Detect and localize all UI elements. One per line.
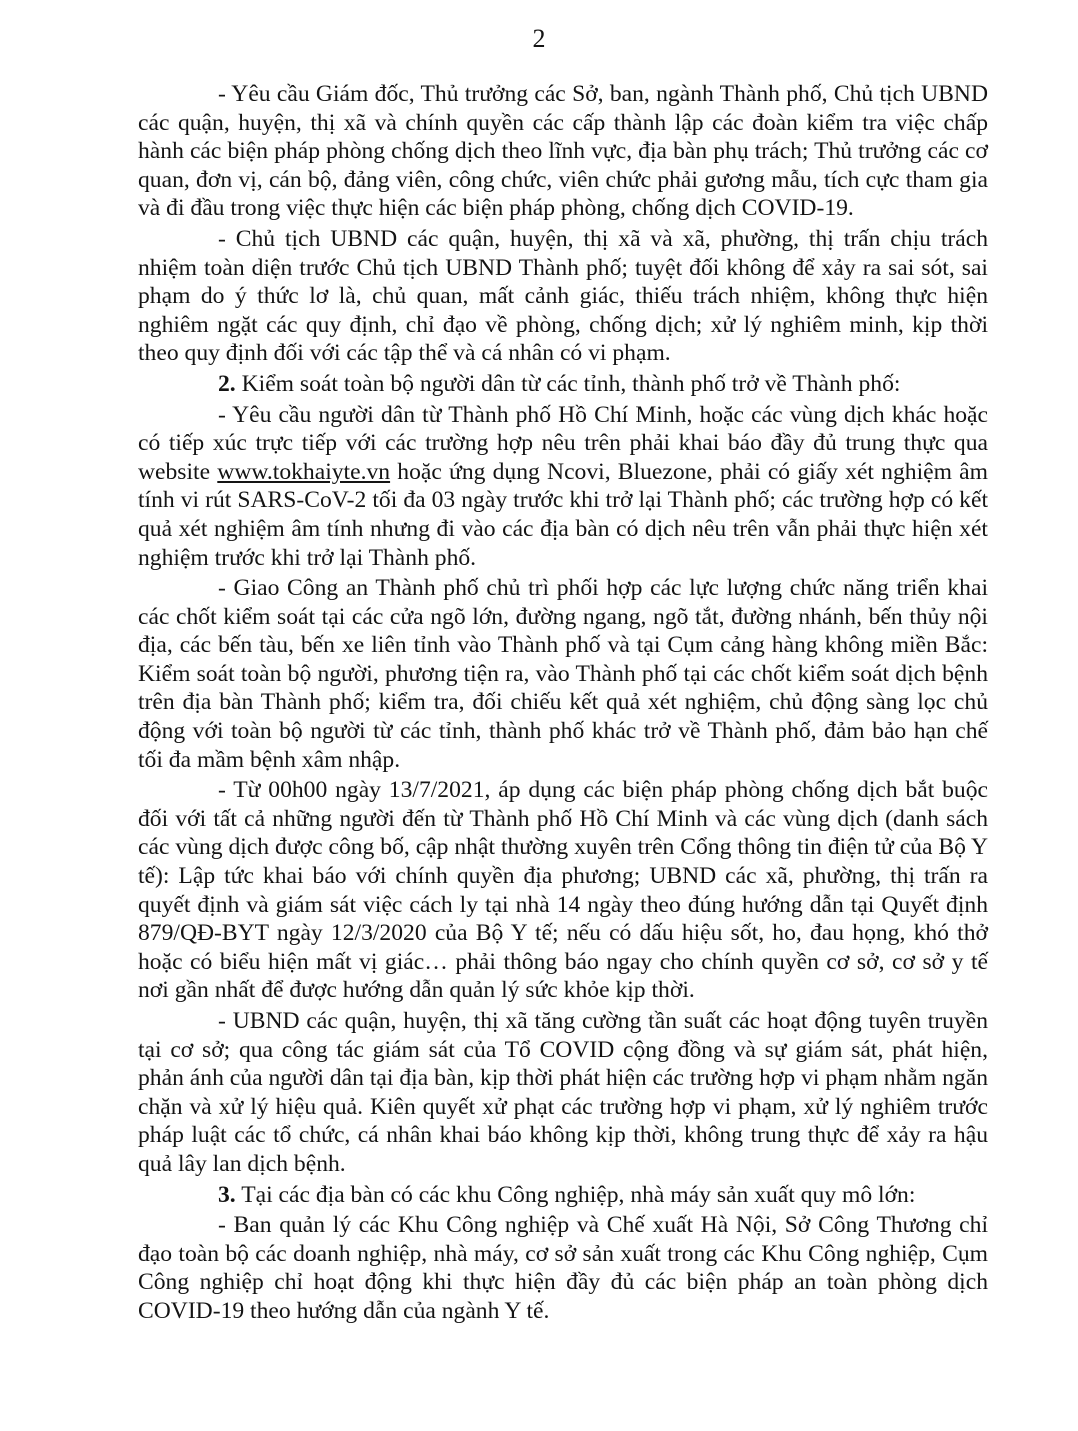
section-heading-3	[138, 1181, 988, 1210]
section-number: 3.	[218, 1181, 236, 1208]
website-link[interactable]: www.tokhaiyte.vn	[217, 458, 391, 485]
paragraph-inspection-teams: - Yêu cầu Giám đốc, Thủ trưởng các Sở, ban, ngành Thành phố, Chủ tịch UBND các quận, huyện, thị xã và chính quyền các cấp thành lập các đoàn kiểm tra việc chấp hành các biện pháp phòng chống dịch theo lĩnh vực, địa bàn phụ trách; Thủ trưởng các cơ quan, đơn vị, cán bộ, đảng viên, công chức, viên chức phải gương mẫu, tích cực tham gia và đi đầu trong việc thực hiện các biện pháp phòng, chống dịch COVID-19.	[138, 81, 988, 222]
paragraph-text: hoặc ứng dụng Ncovi, Bluezone, phải có giấy xét nghiệm âm tính vi rút SARS-CoV-2 tối đa 03 ngày trước khi trở lại Thành phố; các trường hợp có kết quả xét nghiệm âm tính nhưng đi vào các địa bàn có dịch nêu trên vẫn phải thực hiện xét nghiệm trước khi trở lại Thành phố.	[138, 458, 988, 571]
paragraph-chairman-responsibility: - Chủ tịch UBND các quận, huyện, thị xã và xã, phường, thị trấn chịu trách nhiệm toàn diện trước Chủ tịch UBND Thành phố; tuyệt đối không để xảy ra sai sót, sai phạm do ý thức lơ là, chủ quan, mất cảnh giác, thiếu trách nhiệm, không thực hiện nghiêm ngặt các quy định, chỉ đạo về phòng, chống dịch; xử lý nghiêm minh, kịp thời theo quy định đối với các tập thể và cá nhân có vi phạm.	[138, 225, 988, 367]
document-body	[138, 80, 988, 1326]
section-number: 2.	[218, 370, 236, 397]
page-number: 2	[532, 24, 546, 53]
section-title: Tại các địa bàn có các khu Công nghiệp, nhà máy sản xuất quy mô lớn:	[241, 1181, 916, 1208]
section-title: Kiểm soát toàn bộ người dân từ các tỉnh, thành phố trở về Thành phố:	[241, 370, 901, 397]
paragraph-text: - Yêu cầu người dân từ Thành phố Hồ Chí Minh, hoặc các vùng dịch khác hoặc có tiếp xúc trực tiếp với các trường hợp nêu trên phải khai báo đầy đủ trung thực qua website	[138, 401, 988, 485]
paragraph-police-checkpoints: - Giao Công an Thành phố chủ trì phối hợp các lực lượng chức năng triển khai các chốt kiểm soát tại các cửa ngõ lớn, đường ngang, ngõ tắt, đường nhánh, bến thủy nội địa, các bến tàu, bến xe liên tỉnh vào Thành phố và tại Cụm cảng hàng không miền Bắc: Kiểm soát toàn bộ người, phương tiện ra, vào Thành phố tại các chốt kiểm soát dịch bệnh trên địa bàn Thành phố; kiểm tra, đối chiếu kết quả xét nghiệm, chủ động sàng lọc chủ động với toàn bộ người từ các tỉnh, thành phố khác trở về Thành phố, đảm bảo hạn chế tối đa mầm bệnh xâm nhập.	[138, 575, 988, 773]
section-heading-2	[138, 370, 988, 399]
paragraph-propaganda-supervision: - UBND các quận, huyện, thị xã tăng cường tần suất các hoạt động tuyên truyền tại cơ sở; qua công tác giám sát của Tổ COVID cộng đồng và sự giám sát, phát hiện, phản ánh của người dân tại địa bàn, kịp thời phát hiện các trường hợp vi phạm nhằm ngăn chặn và xử lý hiệu quả. Kiên quyết xử phạt các trường hợp vi phạm, xử lý nghiêm trước pháp luật các tổ chức, cá nhân khai báo không kịp thời, không trung thực để xảy ra hậu quả lây lan dịch bệnh.	[138, 1008, 988, 1177]
paragraph-industrial-zones: - Ban quản lý các Khu Công nghiệp và Chế xuất Hà Nội, Sở Công Thương chỉ đạo toàn bộ các doanh nghiệp, nhà máy, cơ sở sản xuất trong các Khu Công nghiệp, Cụm Công nghiệp chỉ hoạt động khi thực hiện đầy đủ các biện pháp an toàn phòng dịch COVID-19 theo hướng dẫn của ngành Y tế.	[138, 1212, 988, 1324]
paragraph-health-declaration	[138, 401, 988, 573]
paragraph-mandatory-measures: - Từ 00h00 ngày 13/7/2021, áp dụng các biện pháp phòng chống dịch bắt buộc đối với tất cả những người đến từ Thành phố Hồ Chí Minh và các vùng dịch (danh sách các vùng dịch được công bố, cập nhật thường xuyên trên Cổng thông tin điện tử của Bộ Y tế): Lập tức khai báo với chính quyền địa phương; UBND các xã, phường, thị trấn ra quyết định và giám sát việc cách ly tại nhà 14 ngày theo đúng hướng dẫn tại Quyết định 879/QĐ-BYT ngày 12/3/2020 của Bộ Y tế; nếu có dấu hiệu sốt, ho, đau họng, khó thở hoặc có biểu hiện mất vị giác… phải thông báo ngay cho chính quyền cơ sở, cơ sở y tế nơi gần nhất để được hướng dẫn quản lý sức khỏe kịp thời.	[138, 777, 988, 1004]
